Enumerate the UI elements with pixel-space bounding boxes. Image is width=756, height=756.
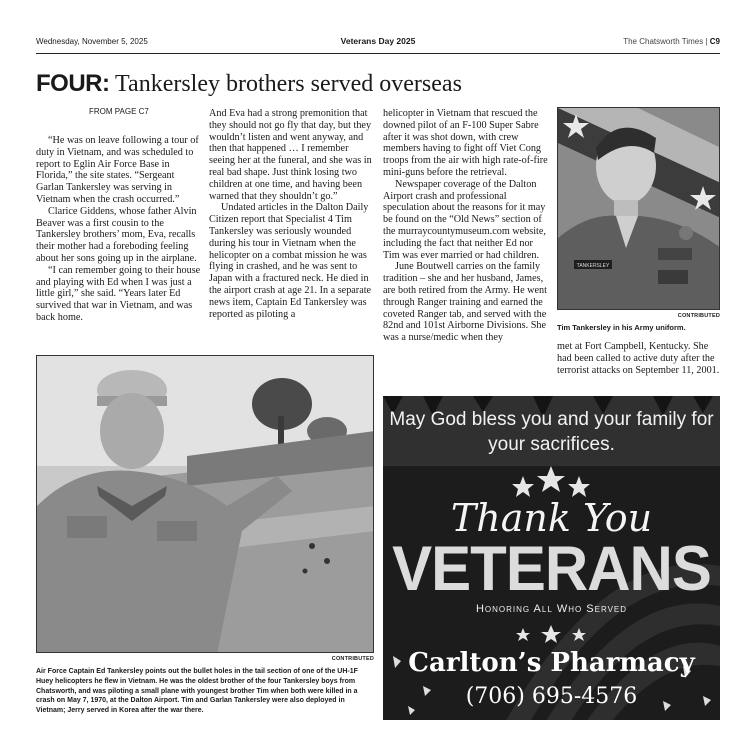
photo-credit: CONTRIBUTED [677, 313, 720, 319]
photo-credit: CONTRIBUTED [331, 656, 374, 662]
paragraph: June Boutwell carries on the family tradition – she and her husband, James, are both retired from the Army. He went through Ranger training and earned the coveted Ranger tab, and served with the 82nd and 101st Airborne Divisions. She was a nurse/medic when they [383, 261, 547, 344]
article-column-4 [557, 341, 720, 376]
photo-caption: Air Force Captain Ed Tankersley points out the bullet holes in the tail section of one of the UH-1F Huey helicopters he flew in Vietnam. He was the oldest brother of the four Tankersley boys from Chatsworth, and was piloting a small plane with youngest brother Tim when both were killed in a crash on May 7, 1970, at the Dalton Airport. Tim and Garlan Tankersley were also deployed in Vietnam; Jerry served in Korea after the war there. [36, 668, 358, 715]
soldier-portrait-graphic [558, 108, 720, 310]
helicopter-scene-graphic [37, 356, 374, 653]
paragraph: “I can remember going to their house and playing with Ed when I was just a little girl,” she said. “Years later Ed survived that war in Vietnam, and was back home. [36, 264, 201, 323]
paragraph: Clarice Giddens, whose father Alvin Beaver was a first cousin to the Tankersley brothers’ mom, Eva, recalls their mother had a foreboding feeling about her sons going up in the airplane. [36, 205, 197, 264]
header-paper [623, 37, 720, 46]
jump-from-label: FROM PAGE C7 [89, 107, 149, 116]
article-column-1 [36, 135, 203, 324]
header-date: Wednesday, November 5, 2025 [36, 37, 148, 46]
ad-pharmacy-name: Carlton’s Pharmacy [408, 648, 695, 678]
paragraph: And Eva had a strong premonition that they should not go fly that day, but they wouldn’t listen and went anyway, and then that happened … I remember seeing her at the funeral, and she was in real bad shape. Just think losing two children at one time, and having been warned that they shouldn’t go.” [209, 108, 372, 202]
headline-title: Tankersley brothers served overseas [109, 71, 462, 97]
headline-kicker: FOUR: [36, 70, 110, 97]
ad-thank-you: Thank You [450, 496, 653, 540]
ad-veterans: VETERANS [392, 533, 711, 604]
pharmacy-advertisement [383, 396, 720, 720]
page-header [36, 34, 720, 50]
photo-tim-tankersley [557, 107, 720, 310]
header-rule [36, 53, 720, 54]
headline [36, 68, 556, 99]
article-column-3 [383, 108, 550, 344]
paragraph: Newspaper coverage of the Dalton Airport crash and professional speculation about the reasons for it may be found on the “Old News” section of the murraycountymuseum.com website, including the fact that neither Ed nor Tim was ever married or had children. [383, 178, 546, 261]
ad-honoring: Honoring All Who Served [475, 603, 628, 615]
header-section: Veterans Day 2025 [340, 36, 416, 46]
paragraph: “He was on leave following a tour of duty in Vietnam, and was scheduled to report to Eglin Air Force Base in Florida,” the site states. “Sergeant Garlan Tankersley was serving in Vietnam when the crash occurred.” [36, 135, 199, 205]
photo-caption: Tim Tankersley in his Army uniform. [557, 323, 686, 332]
article-column-2 [209, 108, 376, 320]
paper-name: The Chatsworth Times | [623, 37, 708, 46]
paragraph: Undated articles in the Dalton Daily Citizen report that Specialist 4 Tim Tankersley was seriously wounded during his tour in Vietnam when the helicopter on a combat mission he was flying in crashed, and he was sent to Japan with a fractured neck. He died in the airport crash at age 21. In a separate news item, Captain Ed Tankersley was reported as piloting a [209, 202, 372, 320]
name-tag: TANKERSLEY [576, 263, 610, 269]
paragraph: helicopter in Vietnam that rescued the downed pilot of an F-100 Super Sabre after it was shot down, with crew members having to fight off Viet Cong troops from the air with high rate-of-fire mini-guns before the retrieval. [383, 108, 548, 178]
photo-ed-tankersley [36, 355, 374, 653]
ad-phone: (706) 695-4576 [465, 684, 638, 709]
paragraph: met at Fort Campbell, Kentucky. She had been called to active duty after the terrorist attacks on September 11, 2001. [557, 341, 720, 376]
ad-message: May God bless you and your family for your sacrifices. [389, 409, 714, 455]
page-number: C9 [709, 37, 720, 46]
